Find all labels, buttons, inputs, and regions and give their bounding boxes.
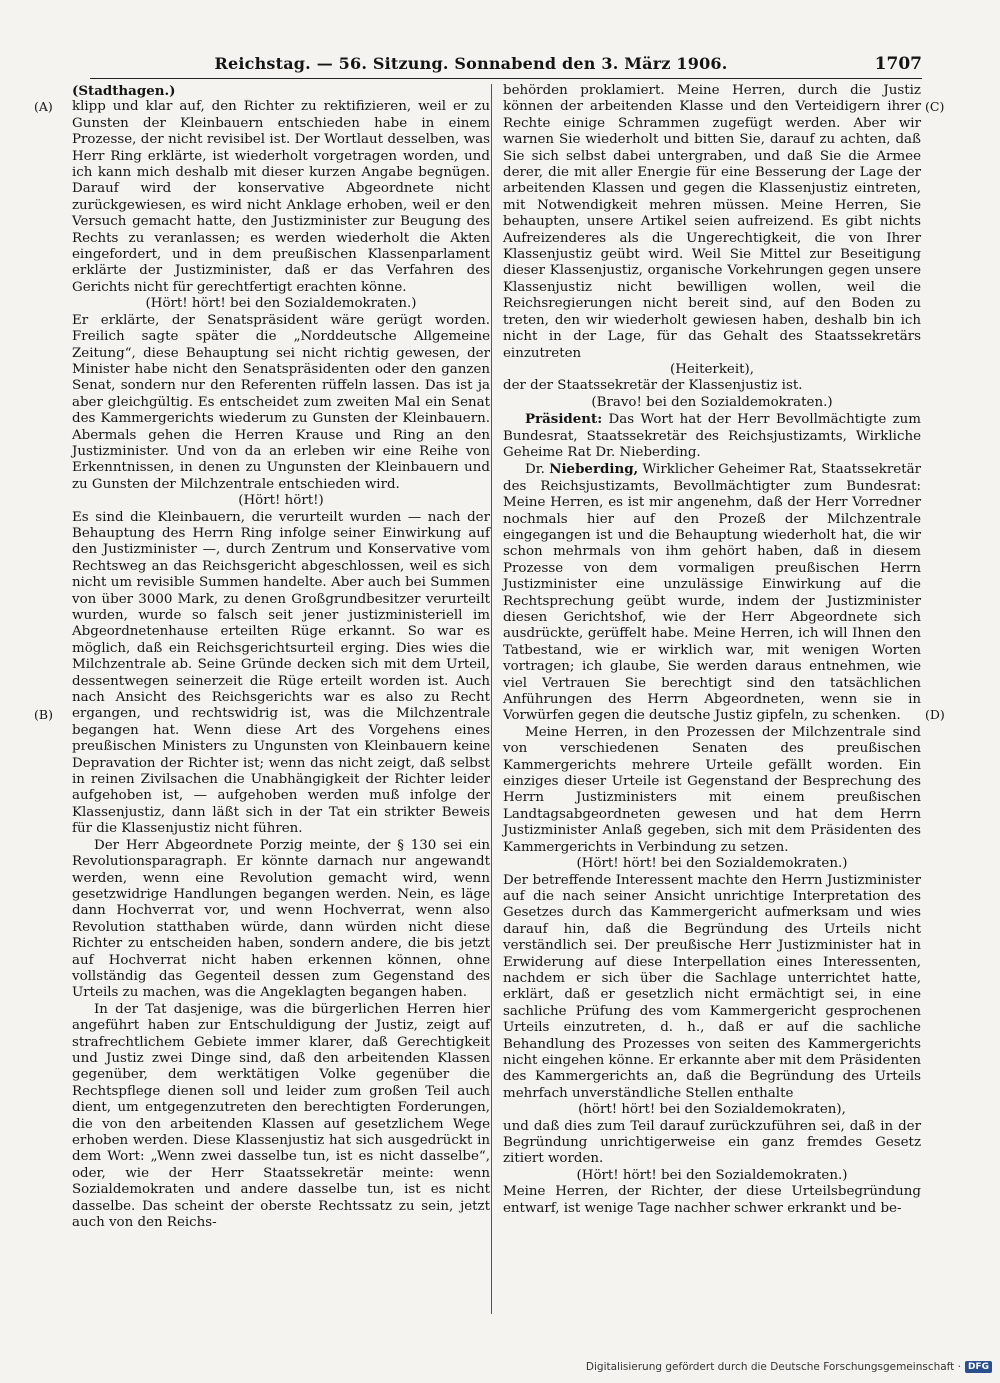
right-paragraph-1: behörden proklamiert. Meine Herren, durch die Justiz können der arbeitenden Klasse und den Verteidigern ihrer Rechte einige Schrammen zugefügt werden. Aber wir warnen Sie wiederholt und bitten Sie, darauf zu achten, daß Sie sich selbst dabei untergraben, und daß Sie die Armee derer, die mit aller Energie für eine Besserung der Lage der arbeitenden Klassen und gegen die Klassenjustiz eintreten, mit Notwendigkeit mehren müssen. Meine Herren, Sie behaupten, unsere Artikel seien aufreizend. Es gibt nichts Aufreizenderes als die Ungerechtigkeit, die von Ihrer Klassenjustiz geübt wird. Weil Sie Mittel zur Beseitigung dieser Klassenjustiz, organische Vorkehrungen gegen unsere Klassenjustiz nicht bewilligen wollen, weil die Reichsregierungen nicht bereit sind, auf den Boden zu treten, den wir wiederholt gewiesen haben, deshalb bin ich nicht in der Lage, für das Gehalt des Staatssekretärs einzutreten bbox=[503, 83, 921, 361]
right-interjection-4: (hört! hört! bei den Sozialdemokraten), bbox=[578, 1102, 846, 1118]
left-paragraph-5: In der Tat dasjenige, was die bürgerlichen Herren hier angeführt haben zur Entschuldigung der Justiz, zeigt auf strafrechtlichem Gebiete immer klarer, daß Gerechtigkeit und Justiz zwei Dinge sind, daß den arbeitenden Klassen gegenüber, dem werktätigen Volke gegenüber die Rechtspflege dienen soll und leider zum großen Teil auch dient, um entgegenzutreten den berechtigten Forderungen, die von den arbeitenden Klassen auf gesetzlichem Wege erhoben werden. Diese Klassenjustiz hat sich ausgedrückt in dem Wort: „Wenn zwei dasselbe tun, ist es nicht dasselbe“, oder, wie der Herr Staatssekretär meinte: wenn Sozialdemokraten und andere dasselbe tun, ist es nicht dasselbe. Das scheint der oberste Rechtssatz zu sein, jetzt auch von den Reichs- bbox=[72, 1001, 490, 1231]
president-statement bbox=[503, 411, 921, 461]
right-paragraph-6: und daß dies zum Teil darauf zurückzuführen sei, daß in der Begründung unrichtigerweise ein ganz fremdes Gesetz zitiert worden. bbox=[503, 1118, 921, 1167]
right-interjection-5: (Hört! hört! bei den Sozialdemokraten.) bbox=[576, 1167, 848, 1183]
right-interjection-2: (Bravo! bei den Sozialdemokraten.) bbox=[591, 394, 833, 410]
footer-text: Digitalisierung gefördert durch die Deutsche Forschungsgemeinschaft · bbox=[585, 1361, 961, 1373]
right-paragraph-5: Der betreffende Interessent machte den Herrn Justizminister auf die nach seiner Ansicht unrichtige Interpretation des Gesetzes durch das Kammergericht aufmerksam und wies darauf hin, daß die Begründung des Urteils nicht verständlich sei. Der preußische Herr Justizminister hat in Erwiderung auf diese Interpellation eines Interessenten, nachdem er sich über die Sachlage unterrichtet hatte, erklärt, daß er gesetzlich nicht ermächtigt sei, in eine sachliche Prüfung des vom Kammergericht gesprochenen Urteils einzutreten, d. h., daß er auf die sachliche Behandlung des Prozesses von seiten des Kammergerichts nicht eingehen könne. Er erkannte aber mit dem Präsidenten des Kammergerichts an, daß die Begründung des Urteils mehrfach unverständliche Stellen enthalte bbox=[503, 872, 921, 1101]
dfg-logo: DFG bbox=[965, 1361, 992, 1373]
left-paragraph-4: Der Herr Abgeordnete Porzig meinte, der § 130 sei ein Revolutionsparagraph. Er könnte darnach nur angewandt werden, wenn eine Revolution gemacht wird, wenn gesetzwidrige Handlungen begangen werden. Nein, es läge dann Hochverrat vor, und wenn Hochverrat, wenn also Revolution statthaben würde, dann würden nicht diese Richter zu entscheiden haben, sondern andere, die bis jetzt auf Hochverrat nicht haben erkennen können, ohne vollständig das Gegenteil dessen zum Gegenstand des Urteils zu machen, was die Angeklagten begangen haben. bbox=[72, 837, 490, 1001]
column-divider bbox=[491, 84, 492, 1314]
page-header bbox=[90, 48, 922, 79]
margin-marker-a: (A) bbox=[34, 99, 53, 114]
running-title: Reichstag. — 56. Sitzung. Sonnabend den 3. März 1906. bbox=[214, 54, 728, 73]
left-paragraph-2: Er erklärte, der Senatspräsident wäre gerügt worden. Freilich sagte später die „Norddeutsche Allgemeine Zeitung“, diese Behauptung sei nicht richtig gewesen, der Minister habe nicht den Senatspräsidenten oder den ganzen Senat, sondern nur den Referenten rüffeln lassen. Das ist ja aber gleichgültig. Es entscheidet zum zweiten Mal ein Senat des Kammergerichts wiederum zu Gunsten der Kleinbauern. Abermals gehen die Herren Krause und Ring an den Justizminister. Und von da an erleben wir eine Reihe von Erkenntnissen, in denen zu Ungunsten der Kleinbauern und zu Gunsten der Milchzentrale entschieden wird. bbox=[72, 312, 490, 492]
right-column bbox=[503, 83, 921, 1217]
right-paragraph-2: der der Staatssekretär der Klassenjustiz ist. bbox=[503, 378, 803, 394]
margin-marker-b: (B) bbox=[34, 707, 53, 722]
left-column bbox=[72, 83, 490, 1231]
footer bbox=[586, 1361, 992, 1373]
speaker-prefix: Dr. bbox=[525, 462, 550, 478]
left-paragraph-3: Es sind die Kleinbauern, die verurteilt wurden — nach der Behauptung des Herrn Ring infolge seiner Einwirkung auf den Justizminister —, durch Zentrum und Konservative vom Rechtsweg an das Reichsgericht abgeschlossen, weil es sich nicht um revisible Summen handelte. Aber auch bei Summen von über 3000 Mark, zu denen Großgrundbesitzer verurteilt wurden, wurde so falsch seit jener justizministeriell im Abgeordnetenhause erteilten Rüge erkannt. So war es möglich, daß ein Reichsgerichtsurteil erging. Dies wies die Milchzentrale ab. Seine Gründe decken sich mit dem Urteil, dessentwegen seinerzeit die Rüge erteilt worden ist. Auch nach Ansicht des Reichsgerichts war es also zu Recht ergangen, und rechtswidrig ist, was die Milchzentrale begangen hat. Wenn diese Art des Vorgehens eines preußischen Ministers zu Ungunsten von Kleinbauern keine Depravation der Richter ist; wenn das nicht zeigt, daß selbst in reinen Zivilsachen die Unabhängigkeit der Richter leider aufgehoben ist, — aufgehoben werden muß infolge der Klassenjustiz, dann läßt sich in der Tat ein strikter Beweis für die Klassenjustiz nicht führen. bbox=[72, 509, 490, 837]
president-text: Das Wort hat der Herr Bevollmächtigte zum Bundesrat, Staatssekretär des Reichsjustizamts, Wirkliche Geheime Rat Dr. Nieberding. bbox=[503, 412, 921, 460]
left-interjection-2: (Hört! hört!) bbox=[238, 493, 324, 509]
right-paragraph-4: Meine Herren, in den Prozessen der Milchzentrale sind von verschiedenen Senaten des preußischen Kammergerichts mehrere Urteile gefällt worden. Ein einziges dieser Urteile ist Gegenstand der Besprechung des Herrn Justizministers mit einem preußischen Landtagsabgeordneten gewesen und hat dem Herrn Justizminister Anlaß gegeben, sich mit dem Präsidenten des Kammergerichts in Verbindung zu setzen. bbox=[503, 724, 921, 855]
left-paragraph-1: klipp und klar auf, den Richter zu rektifizieren, weil er zu Gunsten der Kleinbauern entschieden habe in einem Prozesse, der nicht revisibel ist. Der Wortlaut desselben, was Herr Ring erklärte, ist wiederholt vorgetragen worden, und ich kann mich deshalb mit dieser kurzen Angabe begnügen. Darauf wird der konservative Abgeordnete nicht zurückgewiesen, es wird nicht Anklage erhoben, weil er den Versuch gemacht hatte, den Justizminister zur Beugung des Rechts zu veranlassen; es werden wiederholt die Akten eingefordert, und in dem preußischen Klassenparlament erklärte der Justizminister, daß er das Verfahren des Gerichts nicht für gerechtfertigt erachten könne. bbox=[72, 99, 490, 295]
speaker-tag: (Stadthagen.) bbox=[72, 83, 176, 99]
right-paragraph-7: Meine Herren, der Richter, der diese Urteilsbegründung entwarf, ist wenige Tage nachher schwer erkrankt und be- bbox=[503, 1184, 921, 1216]
right-paragraph-3 bbox=[503, 461, 921, 725]
margin-marker-d: (D) bbox=[925, 707, 945, 722]
page-number: 1707 bbox=[874, 54, 922, 74]
right-interjection-3: (Hört! hört! bei den Sozialdemokraten.) bbox=[576, 856, 848, 872]
speaker-name: Nieberding, bbox=[549, 461, 639, 478]
right-paragraph-3-text: Wirklicher Geheimer Rat, Staatssekretär des Reichsjustizamts, Bevollmächtigter zum Bundesrat: Meine Herren, es ist mir angenehm, daß der Herr Vorredner nochmals hier auf den Prozeß der Milchzentrale eingegangen ist und die Behauptung wiederholt hat, die wir schon mehrmals von ihm gehört haben, daß in diesem Prozesse von dem vormaligen preußischen Herrn Justizminister eine unzulässige Einwirkung auf die Rechtsprechung geübt wurde, indem der Justizminister diesen Gerichtshof, wie der Herr Abgeordnete sich ausdrückte, gerüffelt habe. Meine Herren, ich will Ihnen den Tatbestand, wie er wirklich war, mit wenigen Worten vortragen; ich glaube, Sie werden daraus entnehmen, wie viel Vertrauen Sie berechtigt sind den tatsächlichen Anführungen des Herrn Abgeordneten, wenn sie in Vorwürfen gegen die deutsche Justiz gipfeln, zu schenken. bbox=[503, 462, 921, 724]
margin-marker-c: (C) bbox=[925, 99, 945, 114]
right-interjection-1: (Heiterkeit), bbox=[670, 361, 754, 377]
left-interjection-1: (Hört! hört! bei den Sozialdemokraten.) bbox=[145, 296, 417, 312]
president-label: Präsident: bbox=[525, 411, 603, 428]
